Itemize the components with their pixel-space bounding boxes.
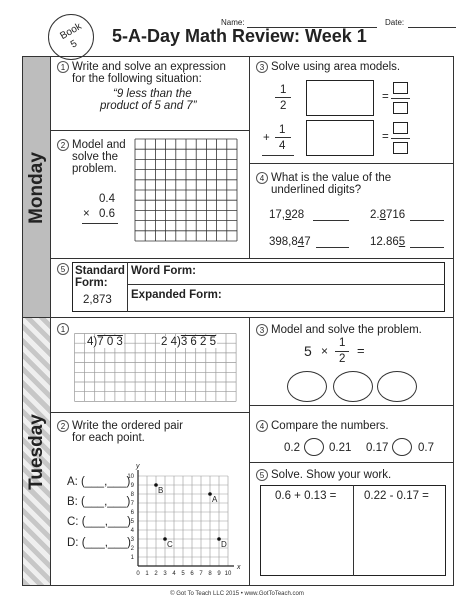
ordered-pair-a[interactable]: A: (___,___) bbox=[67, 476, 131, 488]
q1-line1: Write and solve an expression bbox=[72, 61, 226, 73]
q2-line1: Model and bbox=[72, 139, 126, 151]
q1-line2: for the following situation: bbox=[72, 73, 202, 85]
point-label: A bbox=[212, 495, 218, 504]
ordered-pair-d[interactable]: D: (___,___) bbox=[67, 537, 131, 549]
q3-equals: = bbox=[382, 131, 389, 143]
compare-a1: 0.2 bbox=[284, 442, 300, 454]
monday-q3-divider bbox=[249, 163, 454, 164]
x-axis-label: x bbox=[237, 564, 241, 571]
tuesday-label: Tuesday bbox=[26, 414, 47, 490]
q3-f2-den: 4 bbox=[279, 140, 286, 152]
model-circle[interactable] bbox=[377, 371, 417, 402]
compare-b2: 0.7 bbox=[418, 442, 434, 454]
q4-line2: underlined digits? bbox=[271, 184, 362, 196]
expanded-form-label: Expanded Form: bbox=[131, 289, 222, 301]
t-q3-den: 2 bbox=[339, 353, 346, 365]
area-model-box[interactable] bbox=[306, 120, 374, 156]
q3-f1-num: 1 bbox=[280, 84, 287, 96]
question-number: 3 bbox=[256, 61, 268, 73]
footer-credit: © Got To Teach LLC 2015 • www.GotToTeach.com bbox=[170, 591, 304, 597]
x-tick-label: 6 bbox=[190, 571, 194, 577]
y-tick-label: 8 bbox=[130, 492, 134, 498]
t-q3-times: × bbox=[321, 344, 329, 358]
book-number: 5 bbox=[68, 38, 80, 51]
y-tick-label: 9 bbox=[130, 483, 134, 489]
point-label: C bbox=[167, 540, 173, 549]
compare-a2: 0.17 bbox=[366, 442, 389, 454]
compare-circle[interactable] bbox=[304, 438, 324, 456]
y-tick-label: 2 bbox=[130, 546, 134, 552]
x-tick-label: 7 bbox=[199, 571, 203, 577]
y-tick-label: 4 bbox=[130, 528, 134, 534]
t-q5-prompt: Solve. Show your work. bbox=[271, 469, 392, 481]
q4-number-3: 398,847 bbox=[269, 236, 311, 248]
date-label: Date: bbox=[385, 18, 405, 27]
x-tick-label: 8 bbox=[208, 571, 212, 577]
ordered-pair-c[interactable]: C: (___,___) bbox=[67, 516, 131, 528]
answer-fraction-bar bbox=[391, 138, 410, 139]
y-tick-label: 6 bbox=[130, 510, 134, 516]
q3-equals: = bbox=[382, 91, 389, 103]
q3-f1-den: 2 bbox=[280, 100, 287, 112]
division-1: 4)7 0 3 bbox=[87, 336, 123, 348]
question-number: 3 bbox=[256, 324, 268, 336]
compare-b1: 0.21 bbox=[329, 442, 352, 454]
y-tick-label: 7 bbox=[130, 501, 134, 507]
work-problem-1: 0.6 + 0.13 = bbox=[275, 490, 337, 502]
work-problem-2: 0.22 - 0.17 = bbox=[364, 490, 429, 502]
x-tick-label: 3 bbox=[163, 571, 167, 577]
point-label: B bbox=[158, 486, 164, 495]
q3-prompt: Solve using area models. bbox=[271, 61, 401, 73]
x-tick-label: 5 bbox=[181, 571, 185, 577]
work-area-2[interactable] bbox=[354, 503, 445, 575]
q4-number-2: 2.8716 bbox=[370, 209, 406, 221]
y-tick-label: 10 bbox=[127, 474, 134, 480]
q2-bottom-number: 0.6 bbox=[99, 208, 115, 220]
date-line[interactable] bbox=[408, 27, 456, 28]
t-q3-num: 1 bbox=[339, 337, 346, 349]
name-label: Name: bbox=[221, 18, 245, 27]
question-number: 5 bbox=[57, 263, 69, 275]
answer-numerator-box[interactable] bbox=[393, 82, 408, 94]
x-tick-label: 4 bbox=[172, 571, 176, 577]
q4-answer-line[interactable] bbox=[316, 247, 349, 248]
t-q3-bar bbox=[335, 351, 349, 352]
q4-answer-line[interactable] bbox=[313, 220, 349, 221]
q3-f2-bar bbox=[275, 137, 291, 138]
q3-plus: + bbox=[263, 132, 270, 144]
q2-line3: problem. bbox=[72, 163, 117, 175]
q3-f1-bar bbox=[275, 97, 291, 98]
book-word: Book bbox=[58, 21, 84, 42]
table-divider bbox=[127, 262, 128, 312]
point-label: D bbox=[221, 540, 227, 549]
work-area-1[interactable] bbox=[261, 503, 353, 575]
standard-form-label-2: Form: bbox=[75, 277, 108, 289]
y-tick-label: 5 bbox=[130, 519, 134, 525]
q3-f2-num: 1 bbox=[279, 124, 286, 136]
tuesday-q4-divider bbox=[249, 462, 454, 463]
model-circle[interactable] bbox=[287, 371, 327, 402]
y-axis-label: y bbox=[136, 463, 140, 470]
q2-line2: solve the bbox=[72, 151, 119, 163]
answer-denominator-box[interactable] bbox=[393, 102, 408, 114]
tuesday-col-divider bbox=[249, 318, 250, 585]
monday-col-divider bbox=[249, 57, 250, 258]
table-divider bbox=[127, 284, 445, 285]
book-badge bbox=[48, 14, 94, 60]
question-number: 1 bbox=[57, 61, 69, 73]
q2-line1: Write the ordered pair bbox=[72, 420, 184, 432]
tuesday-q1-divider bbox=[50, 412, 249, 413]
model-circle[interactable] bbox=[333, 371, 373, 402]
question-number: 2 bbox=[57, 139, 69, 151]
question-number: 5 bbox=[256, 469, 268, 481]
q3-sum-line bbox=[262, 155, 294, 156]
question-number: 4 bbox=[256, 172, 268, 184]
name-line[interactable] bbox=[247, 27, 377, 28]
answer-numerator-box[interactable] bbox=[393, 122, 408, 134]
question-number: 1 bbox=[57, 323, 69, 335]
question-number: 4 bbox=[256, 420, 268, 432]
compare-circle[interactable] bbox=[392, 438, 412, 456]
y-tick-label: 1 bbox=[130, 555, 134, 561]
t-q3-prompt: Model and solve the problem. bbox=[271, 324, 422, 336]
monday-label: Monday bbox=[26, 152, 47, 224]
q2-line2: for each point. bbox=[72, 432, 145, 444]
q1-quote2: product of 5 and 7” bbox=[100, 100, 197, 112]
monday-q1-divider bbox=[50, 130, 249, 131]
q2-times-sign: × bbox=[83, 208, 90, 220]
t-q4-prompt: Compare the numbers. bbox=[271, 420, 389, 432]
band-divider bbox=[50, 57, 51, 585]
hundreds-grid[interactable] bbox=[134, 138, 238, 242]
x-tick-label: 1 bbox=[145, 571, 149, 577]
answer-fraction-bar bbox=[391, 98, 410, 99]
x-tick-label: 0 bbox=[136, 571, 140, 577]
monday-q5-divider bbox=[50, 258, 454, 259]
q2-answer-line bbox=[82, 223, 118, 224]
q4-number-4: 12.865 bbox=[370, 236, 406, 248]
answer-denominator-box[interactable] bbox=[393, 142, 408, 154]
t-q3-whole: 5 bbox=[304, 343, 312, 359]
standard-form-value: 2,873 bbox=[83, 294, 112, 306]
page-title: 5-A-Day Math Review: Week 1 bbox=[112, 26, 367, 46]
y-tick-label: 3 bbox=[130, 537, 134, 543]
q4-number-1: 17,928 bbox=[269, 209, 305, 221]
x-tick-label: 9 bbox=[217, 571, 221, 577]
x-tick-label: 10 bbox=[224, 571, 232, 577]
q4-answer-line[interactable] bbox=[410, 247, 444, 248]
coordinate-plane bbox=[122, 462, 242, 584]
standard-form-label: Standard bbox=[75, 265, 125, 277]
tuesday-q3-divider bbox=[249, 405, 454, 406]
q4-line1: What is the value of the bbox=[271, 172, 392, 184]
q4-answer-line[interactable] bbox=[410, 220, 444, 221]
question-number: 2 bbox=[57, 420, 69, 432]
day-divider bbox=[23, 317, 453, 318]
q1-quote1: “9 less than the bbox=[113, 88, 192, 100]
division-2: 2 4)3 6 2 5 bbox=[161, 336, 217, 348]
q2-top-number: 0.4 bbox=[99, 193, 115, 205]
word-form-label: Word Form: bbox=[131, 265, 196, 277]
x-tick-label: 2 bbox=[154, 571, 158, 577]
ordered-pair-b[interactable]: B: (___,___) bbox=[67, 496, 131, 508]
t-q3-equals: = bbox=[357, 343, 365, 358]
area-model-box[interactable] bbox=[306, 80, 374, 116]
